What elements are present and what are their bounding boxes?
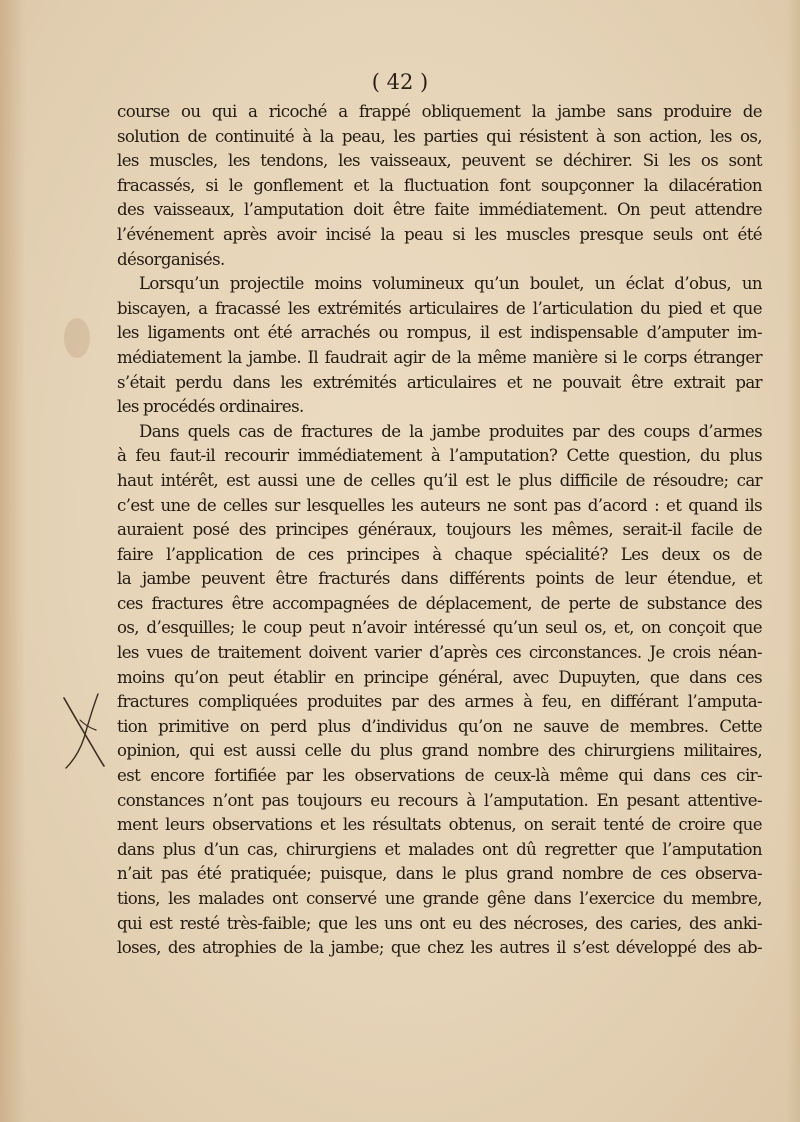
text-line: s’était perdu dans les extrémités articulaires et ne pouvait être extrait par (117, 372, 762, 392)
paragraph-start-line: Lorsqu’un projectile moins volumineux qu’un boulet, un éclat d’obus, un (139, 274, 762, 294)
text-line: les muscles, les tendons, les vaisseaux, peuvent se déchirer. Si les os sont (117, 151, 762, 171)
text-line: solution de continuité à la peau, les parties qui résistent à son action, les os, (117, 126, 762, 146)
text-line: qui est resté très-faible; que les uns ont eu des nécroses, des caries, des anki- (117, 913, 762, 933)
text-line: des vaisseaux, l’amputation doit être faite immédiatement. On peut attendre (117, 200, 762, 220)
text-line: tions, les malades ont conservé une grande gêne dans l’exercice du membre, (117, 889, 762, 908)
text-line: loses, des atrophies de la jambe; que chez les autres il s’est développé des ab- (117, 938, 762, 958)
text-line: l’événement après avoir incisé la peau si les muscles presque seuls ont été (117, 224, 762, 244)
text-line: moins qu’on peut établir en principe général, avec Dupuyten, que dans ces (117, 667, 762, 687)
text-line: ces fractures être accompagnées de déplacement, de perte de substance des (117, 593, 762, 613)
text-line: n’ait pas été pratiquée; puisque, dans le plus grand nombre de ces observa- (117, 864, 762, 884)
paragraph-end-line: désorganisés. (117, 249, 225, 269)
text-line: dans plus d’un cas, chirurgiens et malades ont dû regretter que l’amputation (117, 839, 762, 859)
body-text (117, 100, 762, 961)
text-line: à feu faut-il recourir immédiatement à l’amputation? Cette question, du plus (117, 446, 762, 466)
text-line: faire l’application de ces principes à chaque spécialité? Les deux os de (117, 544, 762, 564)
text-line: biscayen, a fracassé les extrémités articulaires de l’articulation du pied et que (117, 298, 762, 318)
text-line: c’est une de celles sur lesquelles les auteurs ne sont pas d’acord : et quand ils (117, 495, 762, 515)
paper-stain (64, 318, 90, 358)
text-line: os, d’esquilles; le coup peut n’avoir intéressé qu’un seul os, et, on conçoit que (117, 618, 762, 638)
paragraph-start-line: Dans quels cas de fractures de la jambe produites par des coups d’armes (139, 421, 762, 441)
paragraph-end-line: les procédés ordinaires. (117, 397, 304, 417)
text-line: constances n’ont pas toujours eu recours à l’amputation. En pesant attentive- (117, 790, 762, 810)
page-edge-shadow-right (786, 0, 800, 1122)
text-line: est encore fortifiée par les observations de ceux-là même qui dans ces cir- (117, 766, 762, 786)
text-line: opinion, qui est aussi celle du plus grand nombre des chirurgiens militaires, (117, 741, 762, 761)
text-line: la jambe peuvent être fracturés dans différents points de leur étendue, et (117, 569, 762, 589)
page-edge-shadow-left (0, 0, 26, 1122)
text-line: tion primitive on perd plus d’individus qu’on ne sauve de membres. Cette (117, 716, 762, 736)
text-line: haut intérêt, est aussi une de celles qu’il est le plus difficile de résoudre; car (117, 470, 762, 490)
text-line: auraient posé des principes généraux, toujours les mêmes, serait-il facile de (117, 520, 762, 540)
text-line: les ligaments ont été arrachés ou rompus, il est indispensable d’amputer im- (117, 323, 762, 343)
text-line: course ou qui a ricoché a frappé obliquement la jambe sans produire de (117, 102, 762, 121)
page-number: ( 42 ) (371, 70, 429, 94)
handwritten-margin-mark (58, 690, 108, 770)
text-line: les vues de traitement doivent varier d’après ces circonstances. Je crois néan- (117, 643, 762, 663)
text-line: fracassés, si le gonflement et la fluctuation font soupçonner la dilacération (117, 175, 762, 195)
text-line: fractures compliquées produites par des armes à feu, en différant l’amputa- (117, 692, 762, 712)
text-line: médiatement la jambe. Il faudrait agir de la même manière si le corps étranger (117, 347, 762, 367)
text-line: ment leurs observations et les résultats obtenus, on serait tenté de croire que (117, 815, 762, 835)
